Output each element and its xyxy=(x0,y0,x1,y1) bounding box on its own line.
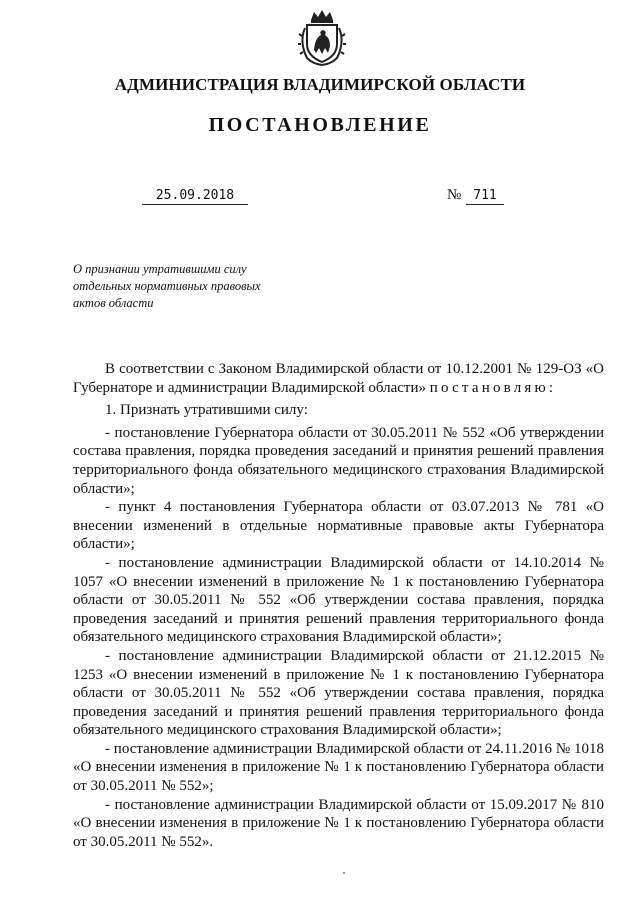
document-subject xyxy=(73,261,261,312)
scan-speck xyxy=(343,872,345,874)
list-item: - постановление Губернатора области от 30.05.2011 № 552 «Об утверждении состава правления, порядка проведения заседаний и принятия решений правления территориального фонда обязательного медицинского страхования Владимирской области»; xyxy=(73,424,604,497)
organization-title: АДМИНИСТРАЦИЯ ВЛАДИМИРСКОЙ ОБЛАСТИ xyxy=(114,75,526,94)
list-item: - постановление администрации Владимирской области от 14.10.2014 № 1057 «О внесении изменений в приложение № 1 к постановлению Губернатора области от 30.05.2011 № 552 «Об утверждении состава правления, порядка проведения заседаний и принятия решений правления территориального фонда обязательного медицинского страхования Владимирской области»; xyxy=(73,554,604,646)
document-type-title: ПОСТАНОВЛЕНИЕ xyxy=(208,114,432,136)
intro-paragraph xyxy=(73,360,604,397)
number-label: № xyxy=(447,187,462,203)
list-item: - пункт 4 постановления Губернатора области от 03.07.2013 № 781 «О внесении изменений в отдельные нормативные правовые акты Губернатора области»; xyxy=(73,499,604,553)
list-item: - постановление администрации Владимирской области от 24.11.2016 № 1018 «О внесении изменения в приложение № 1 к постановлению Губернатора области от 30.05.2011 № 552»; xyxy=(73,740,604,795)
intro-text: В соответствии с Законом Владимирской области от 10.12.2001 № 129-ОЗ «О Губернаторе и администрации Владимирской области» xyxy=(73,361,604,396)
intro-keyword: постановляю: xyxy=(429,379,557,396)
coat-of-arms-icon xyxy=(297,8,347,66)
document-number: 711 xyxy=(466,188,504,205)
point-1: 1. Признать утратившими силу: xyxy=(105,402,308,419)
subject-line: О признании утратившими силу xyxy=(73,262,247,276)
list-item: - постановление администрации Владимирской области от 15.09.2017 № 810 «О внесении изменения в приложение № 1 к постановлению Губернатора области от 30.05.2011 № 552». xyxy=(73,796,604,850)
subject-line: актов области xyxy=(73,296,154,310)
document-date: 25.09.2018 xyxy=(142,188,248,205)
document-body xyxy=(73,360,604,851)
subject-line: отдельных нормативных правовых xyxy=(73,279,261,293)
list-item: - постановление администрации Владимирской области от 21.12.2015 № 1253 «О внесении изменений в приложение № 1 к постановлению Губернатора области от 30.05.2011 № 552 «Об утверждении состава правления, порядка проведения заседаний и принятия решений правления территориального фонда обязательного медицинского страхования Владимирской области»; xyxy=(73,647,604,739)
